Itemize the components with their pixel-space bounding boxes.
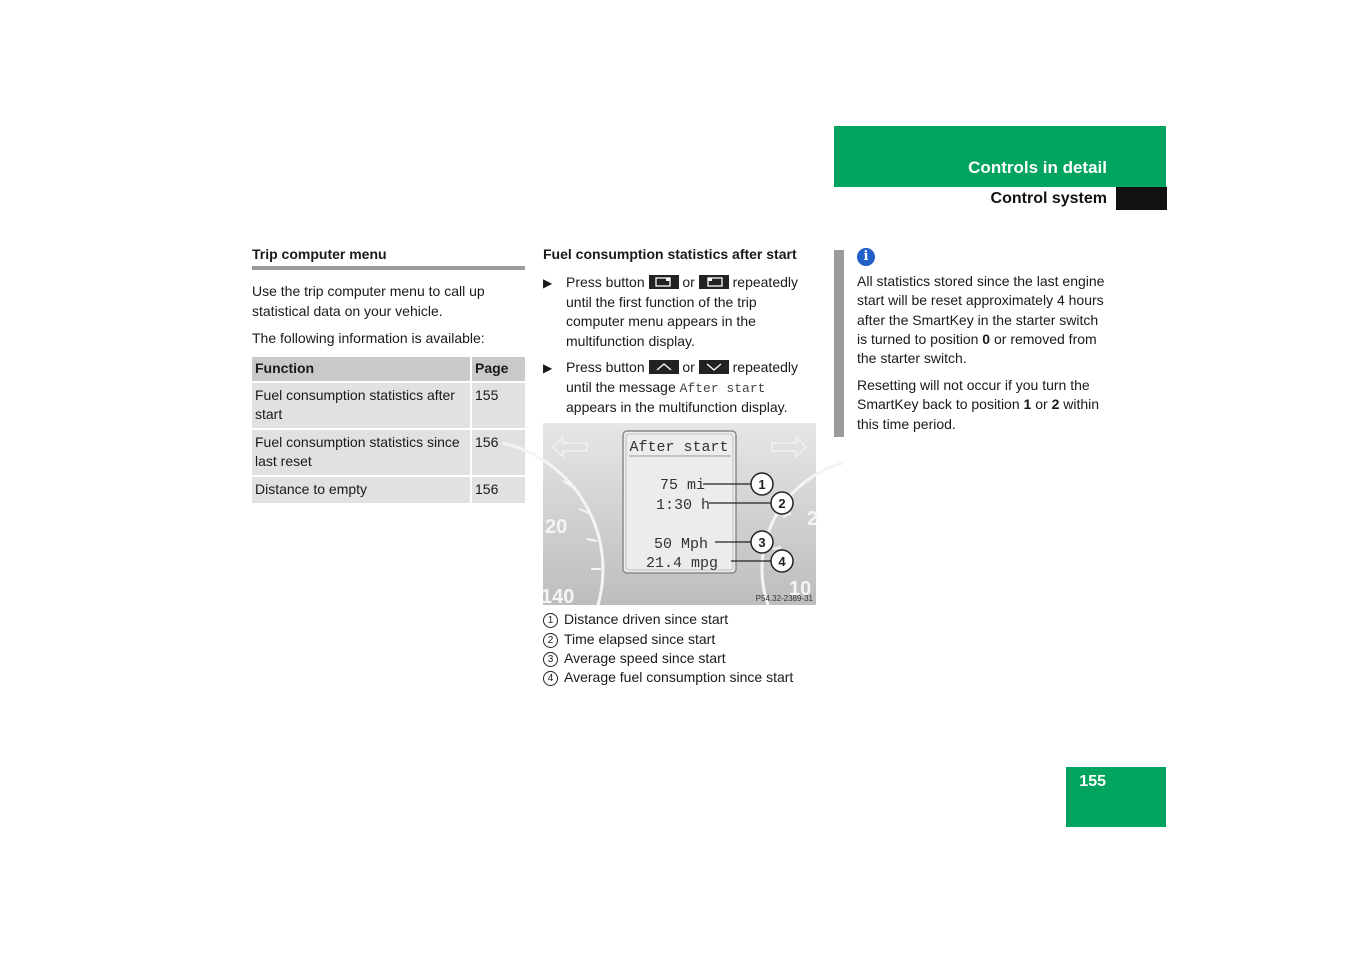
heading-rule (252, 266, 525, 270)
readout-consumption: 21.4 mpg (646, 555, 719, 572)
step-1-text-a: Press button (566, 274, 645, 290)
intro-paragraph: Use the trip computer menu to call up statistical data on your vehicle. (252, 283, 485, 319)
display-forward-button-icon (699, 275, 729, 289)
callout-1 (751, 473, 773, 495)
gauge-right-top-label: 2 (807, 508, 819, 530)
step-2-text-a: Press button (566, 359, 645, 375)
legend-text: Distance driven since start (564, 611, 729, 627)
header-marker-block (1116, 187, 1167, 210)
legend-item-2 (543, 630, 715, 649)
readout-distance: 75 mi (660, 477, 706, 494)
display-illustration (541, 423, 819, 608)
legend-number: 1 (543, 613, 558, 628)
table-cell-page: 156 (471, 429, 525, 476)
info-paragraph-1 (857, 272, 1112, 368)
table-header-function: Function (252, 357, 471, 382)
step-1-or: or (682, 274, 695, 290)
table-cell-page: 156 (471, 476, 525, 504)
table-header-row (252, 357, 525, 382)
table-cell-page: 155 (471, 382, 525, 429)
step-2-text-c: appears in the multifunction display. (566, 399, 788, 415)
svg-text:1: 1 (758, 477, 766, 492)
info-p2-text: Resetting will not occur if you turn the SmartKey back to position (857, 377, 1090, 413)
info-p1-end: or removed from the starter switch. (857, 330, 1097, 367)
chapter-title: Controls in detail (968, 158, 1107, 177)
display-message: After start (679, 380, 766, 396)
step-2 (566, 358, 818, 418)
bullet-arrow-icon: ▶ (543, 361, 553, 375)
function-table (252, 357, 525, 505)
legend-item-4 (543, 668, 793, 687)
svg-text:3: 3 (758, 535, 766, 550)
screen-title: After start (629, 439, 729, 456)
table-row (252, 476, 525, 504)
step-1 (566, 273, 818, 351)
legend-item-3 (543, 649, 726, 668)
table-cell-function: Fuel consumption statistics since last reset (252, 429, 471, 476)
legend-text: Time elapsed since start (564, 631, 716, 647)
section-subtitle: Control system (990, 190, 1107, 207)
scroll-down-button-icon (699, 360, 729, 374)
scroll-up-button-icon (649, 360, 679, 374)
table-row (252, 382, 525, 429)
step-2-text-b: repeatedly until the message (566, 359, 799, 395)
table-cell-function: Distance to empty (252, 476, 471, 504)
position-0: 0 (982, 330, 991, 347)
info-p2-end: within this time period. (857, 396, 1100, 432)
trip-computer-heading: Trip computer menu (252, 246, 387, 262)
info-p2-or: or (1035, 396, 1048, 413)
position-1: 1 (1023, 396, 1032, 413)
info-icon: i (857, 248, 875, 266)
available-paragraph: The following information is available: (252, 330, 485, 346)
info-paragraph-2 (857, 376, 1112, 434)
legend-number: 3 (543, 652, 558, 667)
table-cell-function: Fuel consumption statistics after start (252, 382, 471, 429)
info-note-bar (834, 250, 844, 437)
step-2-or: or (682, 359, 695, 375)
callout-3 (751, 531, 773, 553)
table-header-page: Page (471, 357, 525, 382)
legend-text: Average speed since start (564, 650, 726, 666)
readout-time: 1:30 h (656, 497, 711, 514)
gauge-left-bottom-label: 140 (541, 586, 575, 608)
legend-number: 2 (543, 633, 558, 648)
position-2: 2 (1051, 396, 1060, 413)
svg-text:2: 2 (778, 496, 786, 511)
figure-reference: P54.32-2389-31 (755, 594, 813, 603)
step-1-text-b: repeatedly until the first function of the trip computer menu appears in the multifunction display. (566, 274, 799, 349)
display-back-button-icon (649, 275, 679, 289)
callout-4 (771, 550, 793, 572)
gauge-right-bottom-label: 10 (789, 578, 812, 600)
legend-number: 4 (543, 671, 558, 686)
info-p1-text: All statistics stored since the last engine start will be reset approximately 4 hours after the SmartKey in the starter switch is turned to position (857, 273, 1105, 347)
callout-2 (771, 492, 793, 514)
page-number: 155 (1079, 773, 1106, 790)
svg-text:4: 4 (778, 554, 786, 569)
legend-item-1 (543, 610, 728, 629)
table-row (252, 429, 525, 476)
fuel-stats-heading: Fuel consumption statistics after start (543, 246, 797, 262)
bullet-arrow-icon: ▶ (543, 276, 553, 290)
readout-speed: 50 Mph (654, 536, 709, 553)
multifunction-display-figure (541, 423, 819, 608)
legend-text: Average fuel consumption since start (564, 669, 794, 685)
gauge-left-top-label: 20 (545, 516, 568, 538)
